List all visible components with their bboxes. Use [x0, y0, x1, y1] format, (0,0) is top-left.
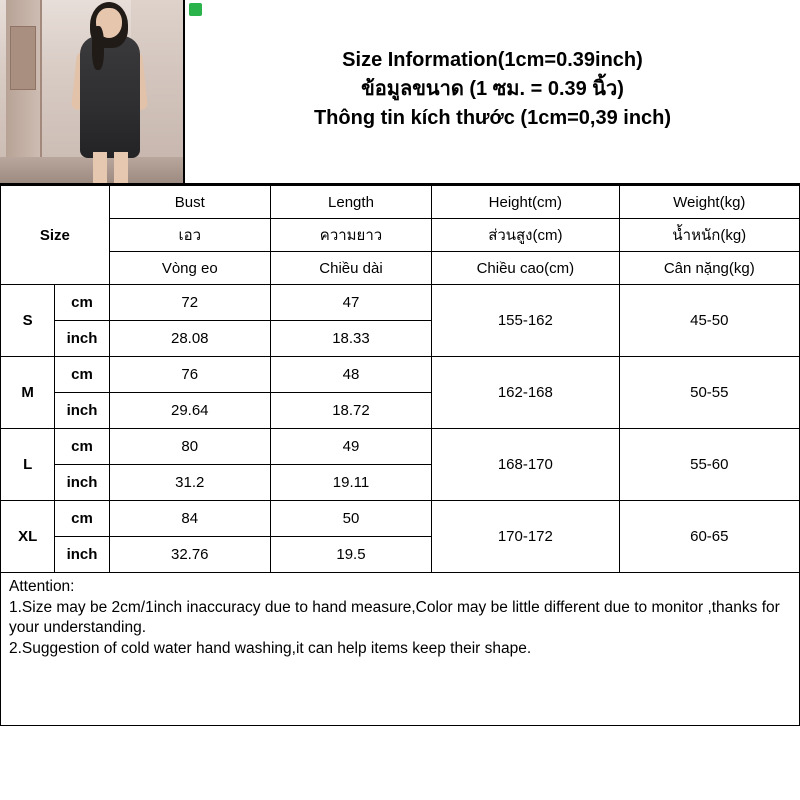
l-length-inch: 19.11	[270, 465, 431, 501]
xl-bust-inch: 32.76	[109, 537, 270, 573]
unit-cm: cm	[55, 501, 109, 537]
row-size-s: S	[1, 285, 55, 357]
xl-length-inch: 19.5	[270, 537, 431, 573]
header-bust-th: เอว	[109, 219, 270, 252]
unit-inch: inch	[55, 393, 109, 429]
s-bust-cm: 72	[109, 285, 270, 321]
row-size-m: M	[1, 357, 55, 429]
product-photo	[0, 0, 185, 183]
table-header-row-th	[1, 219, 800, 252]
unit-cm: cm	[55, 285, 109, 321]
xl-height: 170-172	[432, 501, 620, 573]
header-height-th: ส่วนสูง(cm)	[432, 219, 620, 252]
row-size-xl: XL	[1, 501, 55, 573]
table-header-row-vi	[1, 252, 800, 285]
table-row	[1, 429, 800, 465]
s-weight: 45-50	[619, 285, 799, 357]
xl-length-cm: 50	[270, 501, 431, 537]
attention-spacer	[9, 659, 791, 717]
s-height: 155-162	[432, 285, 620, 357]
s-length-cm: 47	[270, 285, 431, 321]
xl-weight: 60-65	[619, 501, 799, 573]
table-header-row-en	[1, 186, 800, 219]
l-weight: 55-60	[619, 429, 799, 501]
l-height: 168-170	[432, 429, 620, 501]
table-row	[1, 285, 800, 321]
row-size-l: L	[1, 429, 55, 501]
header-weight-vi: Cân nặng(kg)	[619, 252, 799, 285]
green-square-icon	[189, 3, 202, 16]
attention-line-2: 2.Suggestion of cold water hand washing,it can help items keep their shape.	[9, 639, 532, 657]
title-line-th: ข้อมูลขนาด (1 ซม. = 0.39 นิ้ว)	[361, 78, 624, 100]
header-height-en: Height(cm)	[432, 186, 620, 219]
m-length-cm: 48	[270, 357, 431, 393]
s-length-inch: 18.33	[270, 321, 431, 357]
m-weight: 50-55	[619, 357, 799, 429]
header-section	[0, 0, 800, 185]
attention-section	[0, 573, 800, 726]
xl-bust-cm: 84	[109, 501, 270, 537]
attention-heading: Attention:	[9, 578, 75, 595]
size-header-cell: Size	[1, 186, 110, 285]
unit-cm: cm	[55, 429, 109, 465]
model-photo-illustration	[0, 0, 183, 183]
m-height: 162-168	[432, 357, 620, 429]
unit-inch: inch	[55, 321, 109, 357]
l-bust-cm: 80	[109, 429, 270, 465]
title-block	[185, 0, 800, 183]
m-length-inch: 18.72	[270, 393, 431, 429]
unit-inch: inch	[55, 537, 109, 573]
title-line-en: Size Information(1cm=0.39inch)	[342, 49, 643, 71]
size-table	[0, 185, 800, 573]
header-height-vi: Chiều cao(cm)	[432, 252, 620, 285]
header-weight-th: น้ำหนัก(kg)	[619, 219, 799, 252]
m-bust-inch: 29.64	[109, 393, 270, 429]
header-length-th: ความยาว	[270, 219, 431, 252]
m-bust-cm: 76	[109, 357, 270, 393]
header-bust-en: Bust	[109, 186, 270, 219]
header-bust-vi: Vòng eo	[109, 252, 270, 285]
header-length-vi: Chiều dài	[270, 252, 431, 285]
s-bust-inch: 28.08	[109, 321, 270, 357]
unit-cm: cm	[55, 357, 109, 393]
header-weight-en: Weight(kg)	[619, 186, 799, 219]
header-length-en: Length	[270, 186, 431, 219]
unit-inch: inch	[55, 465, 109, 501]
l-length-cm: 49	[270, 429, 431, 465]
attention-line-1: 1.Size may be 2cm/1inch inaccuracy due to hand measure,Color may be little different due to monitor ,thanks for your understanding.	[9, 598, 780, 637]
table-row	[1, 357, 800, 393]
title-line-vi: Thông tin kích thước (1cm=0,39 inch)	[313, 107, 672, 129]
l-bust-inch: 31.2	[109, 465, 270, 501]
table-row	[1, 501, 800, 537]
